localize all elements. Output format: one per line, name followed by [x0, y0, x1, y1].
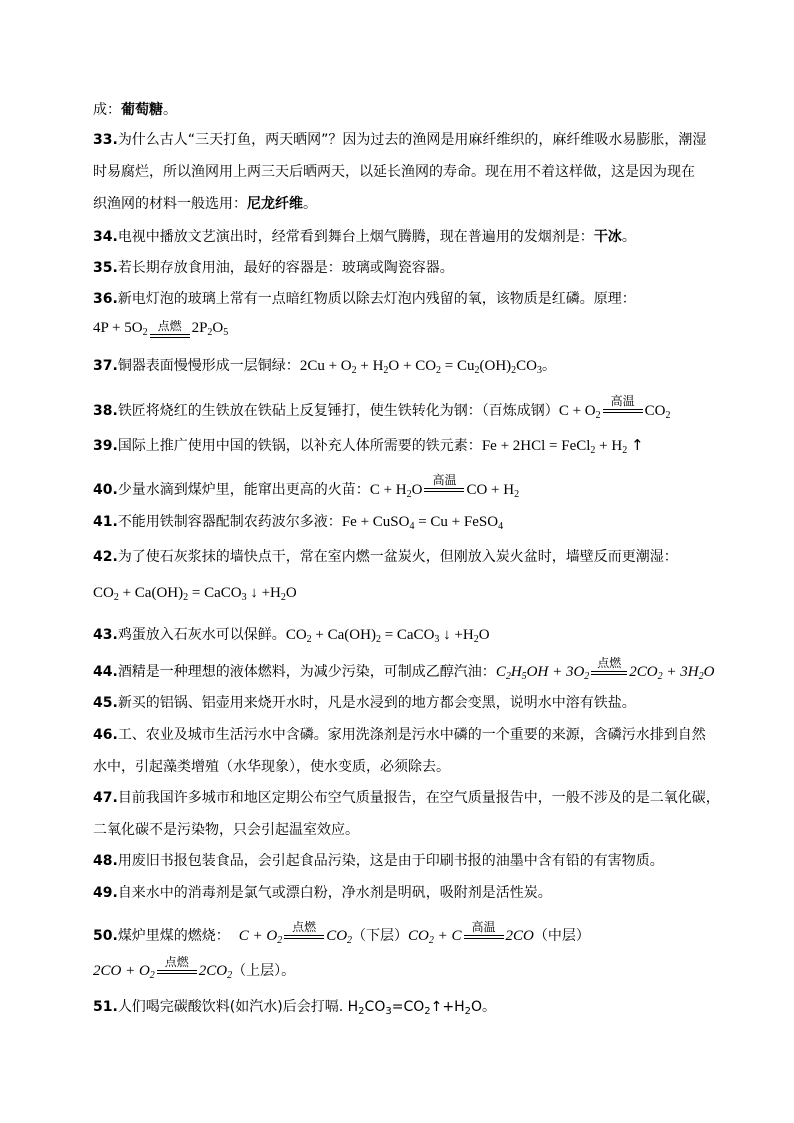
item-41: 41.不能用铁制容器配制农药波尔多液：Fe + CuSO$_4$ = Cu + FeSO$_4$ — [93, 514, 504, 532]
item-48: 48.用废旧书报包装食品，会引起食品污染，这是由于印刷书报的油墨中含有铅的有害物质。 — [93, 853, 664, 869]
reaction-arrow: 高温 — [603, 395, 643, 413]
item-33-line-3: 织渔网的材料一般选用：尼龙纤维。 — [93, 196, 317, 212]
item-45: 45.新买的铝锅、铝壶用来烧开水时，凡是水浸到的地方都会变黑，说明水中溶有铁盐。 — [93, 695, 636, 711]
item-47-line-1: 47.目前我国许多城市和地区定期公布空气质量报告，在空气质量报告中，一般不涉及的是二氧化碳， — [93, 790, 720, 806]
item-46-line-2: 水中，引起藻类增殖（水华现象），使水变质，必须除去。 — [93, 759, 450, 775]
reaction-arrow: 点燃 — [591, 657, 627, 675]
reaction-arrow: 点燃 — [284, 921, 324, 939]
item-44: 44.酒精是一种理想的液体燃料，为减少污染，可制成乙醇汽油：$C_2H_5OH + 3O_2$ 点燃 $2CO_2 + 3H_2O$ — [93, 655, 715, 682]
gas-up-arrow-icon: ↑ — [630, 436, 644, 454]
item-33-line-2: 时易腐烂，所以渔网用上两三天后晒两天，以延长渔网的寿命。现在用不着这样做，这是因为现在 — [93, 164, 695, 180]
item-36: 36.新电灯泡的玻璃上常有一点暗红物质以除去灯泡内残留的氧，该物质是红磷。原理： — [93, 291, 636, 307]
item-40: 40.少量水滴到煤炉里，能窜出更高的火苗：$C + H_2O$ 高温 CO + $H_2$ — [93, 472, 520, 500]
reaction-arrow: 点燃 — [157, 956, 197, 974]
reaction-arrow: 高温 — [424, 474, 464, 492]
item-51: 51.人们喝完碳酸饮料(如汽水)后会打嗝. $H_2CO_3=CO_2↑+H_2O$。 — [93, 999, 497, 1017]
item-42: 42.为了使石灰浆抹的墙快点干，常在室内燃一盆炭火，但刚放入炭火盆时，墙壁反而更潮湿： — [93, 549, 678, 565]
reaction-arrow: 高温 — [464, 921, 504, 939]
reaction-arrow: 点燃 — [150, 320, 190, 338]
line-continuation: 成：葡萄糖。 — [93, 102, 177, 118]
equation-36: $4P + 5O_2$ 点燃 $2P_2O_5$ — [93, 318, 229, 338]
item-38: 38.铁匠将烧红的生铁放在铁砧上反复锤打，使生铁转化为钢：（百炼成钢）$C + O_2$ 高温 $CO_2$ — [93, 393, 671, 421]
item-43: 43.鸡蛋放入石灰水可以保鲜。$CO_2 + Ca(OH)_2$ = CaCO$_3$ ↓ $+H_2O$ — [93, 627, 490, 645]
item-34: 34.电视中播放文艺演出时，经常看到舞台上烟气腾腾，现在普遍用的发烟剂是：干冰。 — [93, 229, 636, 245]
item-50: 50.煤炉里煤的燃烧： $C + O_2$ 点燃 $CO_2$（下层）$CO_2 + C$ 高温 2CO（中层） — [93, 919, 590, 946]
item-39: 39.国际上推广使用中国的铁锅，以补充人体所需要的铁元素：Fe + 2HCl = FeCl$_2$ + $H_2$ ↑ — [93, 436, 644, 456]
item-35: 35.若长期存放食用油，最好的容器是：玻璃或陶瓷容器。 — [93, 260, 454, 276]
item-49: 49.自来水中的消毒剂是氯气或漂白粉，净水剂是明矾，吸附剂是活性炭。 — [93, 885, 552, 901]
item-46-line-1: 46.工、农业及城市生活污水中含磷。家用洗涤剂是污水中磷的一个重要的来源，含磷污水排到自然 — [93, 727, 706, 743]
item-37: 37.铜器表面慢慢形成一层铜绿：$2Cu + O_2 + H_2O + CO_2 = Cu_2(OH)_2CO_3$。 — [93, 358, 557, 376]
item-47-line-2: 二氧化碳不是污染物，只会引起温室效应。 — [93, 822, 359, 838]
equation-42: $CO_2 + Ca(OH)_2$ = CaCO$_3$ ↓ $+H_2O$ — [93, 585, 297, 603]
item-33-line-1: 33.为什么古人“三天打鱼，两天晒网”？因为过去的渔网是用麻纤维织的，麻纤维吸水易膨胀，潮湿 — [93, 132, 707, 148]
item-50-line-2: $2CO + O_2$ 点燃 $2CO_2$（上层）。 — [93, 954, 296, 981]
